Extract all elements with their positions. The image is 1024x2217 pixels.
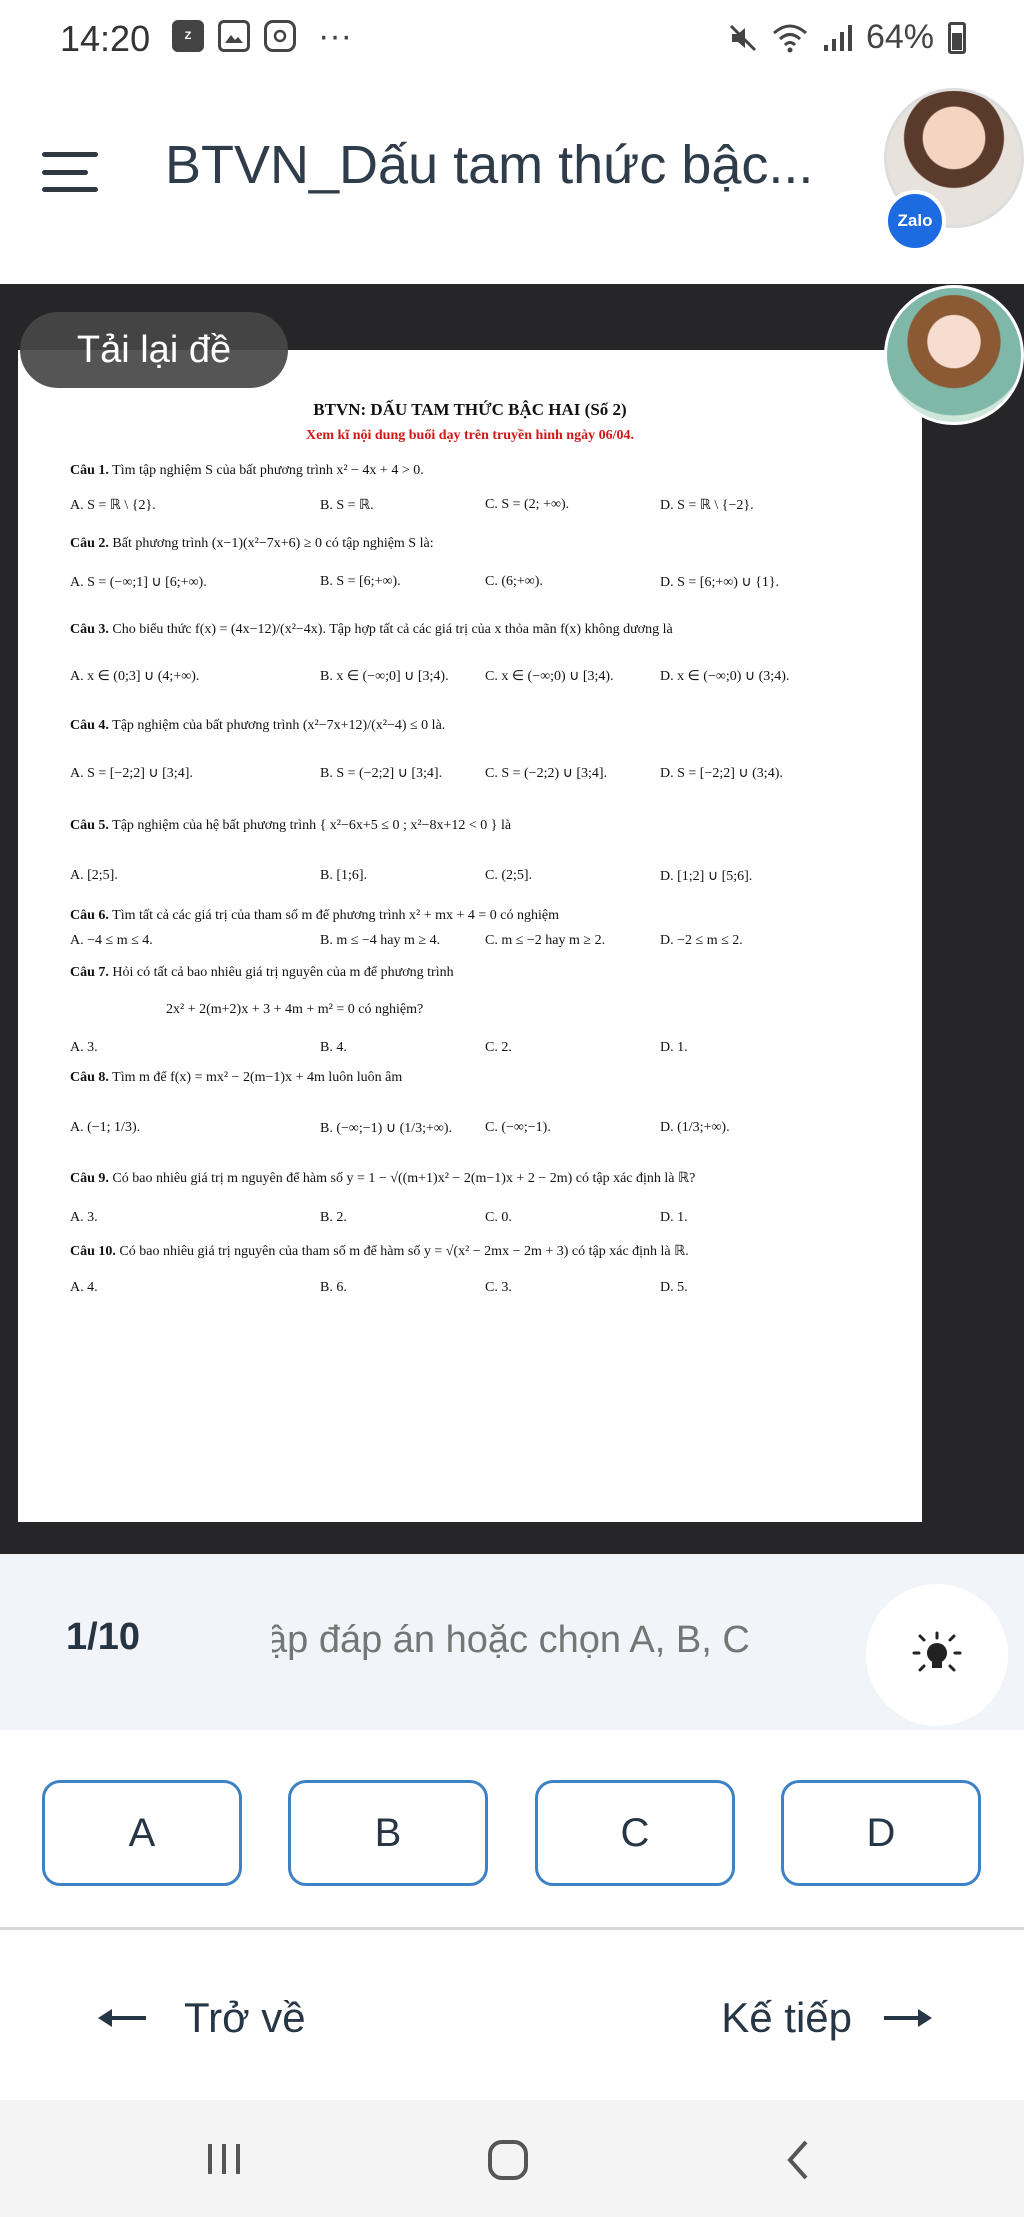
hint-button[interactable] [866, 1584, 1008, 1726]
option-b: B. S = [6;+∞). [320, 574, 401, 589]
option-c: C. 3. [485, 1280, 512, 1295]
option-a: A. −4 ≤ m ≤ 4. [70, 933, 153, 948]
option-c: C. m ≤ −2 hay m ≥ 2. [485, 933, 606, 948]
question-label: Câu 8. [70, 1070, 109, 1085]
question-1 [70, 463, 892, 479]
choice-d-button[interactable]: D [781, 1780, 981, 1886]
option-b: B. m ≤ −4 hay m ≥ 4. [320, 933, 441, 948]
exam-document [18, 350, 922, 1522]
zalo-icon: Z [172, 20, 204, 52]
question-9 [70, 1170, 892, 1187]
question-5 [70, 818, 892, 834]
answer-input[interactable] [272, 1610, 817, 1670]
question-10 [70, 1243, 892, 1260]
option-b: B. 6. [320, 1280, 347, 1295]
option-a: A. S = ℝ \ {2}. [70, 498, 156, 513]
option-c: C. (−∞;−1). [485, 1120, 551, 1135]
system-navigation-bar [0, 2100, 1024, 2217]
option-d: D. 5. [660, 1280, 688, 1295]
question-text: Bất phương trình (x−1)(x²−7x+6) ≥ 0 có tập nghiệm S là: [108, 536, 434, 551]
option-c: C. S = (−2;2) ∪ [3;4]. [485, 766, 608, 781]
option-d: D. (1/3;+∞). [660, 1120, 730, 1135]
page-title: BTVN_Dấu tam thức bậc... [165, 135, 814, 195]
battery-icon [948, 22, 966, 54]
option-a: A. S = (−∞;1] ∪ [6;+∞). [70, 575, 207, 590]
recent-apps-icon[interactable] [204, 2138, 244, 2178]
reload-exam-button[interactable]: Tải lại đề [20, 312, 288, 388]
option-b: B. [1;6]. [320, 868, 368, 883]
option-b: B. (−∞;−1) ∪ (1/3;+∞). [320, 1121, 453, 1136]
back-button[interactable] [96, 1994, 306, 2042]
wifi-icon [772, 23, 808, 53]
option-a: A. 3. [70, 1040, 98, 1055]
document-subtitle: Xem kĩ nội dung buổi dạy trên truyền hình ngày 06/04. [306, 428, 634, 443]
question-text: Tìm m để f(x) = mx² − 2(m−1)x + 4m luôn luôn âm [108, 1070, 403, 1085]
option-a: A. 3. [70, 1210, 98, 1225]
question-counter: 1/10 [66, 1616, 140, 1658]
answer-bar [0, 1554, 1024, 1730]
question-label: Câu 5. [70, 818, 109, 833]
question-8 [70, 1070, 892, 1086]
next-button[interactable] [721, 1994, 934, 2042]
choice-buttons [0, 1730, 1024, 1930]
zalo-badge: Zalo [884, 190, 946, 252]
question-text: Có bao nhiêu giá trị m nguyên để hàm số y = 1 − √((m+1)x² − 2(m−1)x + 2 − 2m) có tập xác định là ℝ? [108, 1171, 696, 1186]
arrow-right-icon [882, 2006, 934, 2030]
option-b: B. S = ℝ. [320, 498, 374, 513]
question-7-equation: 2x² + 2(m+2)x + 3 + 4m + m² = 0 có nghiệm? [166, 1002, 424, 1017]
question-6 [70, 908, 892, 924]
option-c: C. 2. [485, 1040, 512, 1055]
option-c: C. (6;+∞). [485, 574, 543, 589]
question-label: Câu 4. [70, 718, 109, 733]
question-label: Câu 2. [70, 536, 109, 551]
option-a: A. (−1; 1/3). [70, 1120, 141, 1135]
question-text: Tìm tập nghiệm S của bất phương trình x² − 4x + 4 > 0. [108, 463, 424, 478]
choice-a-button[interactable]: A [42, 1780, 242, 1886]
status-bar [0, 0, 1024, 78]
question-2 [70, 536, 892, 552]
option-a: A. 4. [70, 1280, 98, 1295]
option-d: D. S = [6;+∞) ∪ {1}. [660, 575, 780, 590]
home-icon[interactable] [486, 2138, 530, 2182]
document-title: BTVN: DẤU TAM THỨC BẬC HAI (Số 2) [313, 400, 627, 419]
option-d: D. [1;2] ∪ [5;6]. [660, 869, 753, 884]
question-label: Câu 7. [70, 965, 109, 980]
question-text: Tập nghiệm của hệ bất phương trình { x²−6x+5 ≤ 0 ; x²−8x+12 < 0 } là [108, 818, 512, 833]
question-label: Câu 3. [70, 622, 109, 637]
question-navigation [0, 1934, 1024, 2100]
instagram-icon [264, 20, 296, 52]
back-label: Trở về [184, 1994, 306, 2041]
option-b: B. 4. [320, 1040, 347, 1055]
option-d: D. S = [−2;2] ∪ (3;4). [660, 766, 783, 781]
question-3 [70, 622, 892, 638]
option-d: D. S = ℝ \ {−2}. [660, 498, 754, 513]
lightbulb-icon [911, 1629, 963, 1681]
signal-icon [822, 23, 852, 53]
question-text: Tập nghiệm của bất phương trình (x²−7x+12)/(x²−4) ≤ 0 là. [108, 718, 446, 733]
arrow-left-icon [96, 2006, 148, 2030]
option-a: A. S = [−2;2] ∪ [3;4]. [70, 766, 193, 781]
option-a: A. [2;5]. [70, 868, 118, 883]
question-label: Câu 1. [70, 463, 109, 478]
menu-icon[interactable] [42, 152, 98, 192]
question-text: Hỏi có tất cả bao nhiêu giá trị nguyên của m để phương trình [108, 965, 454, 980]
option-a: A. x ∈ (0;3] ∪ (4;+∞). [70, 669, 200, 684]
option-d: D. x ∈ (−∞;0) ∪ (3;4). [660, 669, 790, 684]
option-b: B. S = (−2;2] ∪ [3;4]. [320, 766, 443, 781]
question-7 [70, 965, 892, 981]
option-c: C. 0. [485, 1210, 512, 1225]
question-text: Cho biểu thức f(x) = (4x−12)/(x²−4x). Tập hợp tất cả các giá trị của x thỏa mãn f(x) không dương là [108, 622, 673, 637]
question-4 [70, 718, 892, 734]
notification-icons [172, 17, 352, 55]
option-d: D. 1. [660, 1210, 688, 1225]
floating-chat-head[interactable] [884, 285, 1024, 425]
option-c: C. x ∈ (−∞;0) ∪ [3;4). [485, 669, 614, 684]
status-right [728, 18, 966, 57]
next-label: Kế tiếp [721, 1994, 852, 2041]
question-label: Câu 10. [70, 1244, 116, 1259]
image-icon [218, 20, 250, 52]
option-b: B. x ∈ (−∞;0] ∪ [3;4). [320, 669, 449, 684]
battery-percent: 64% [865, 18, 934, 56]
status-time: 14:20 [60, 18, 151, 59]
option-b: B. 2. [320, 1210, 347, 1225]
choice-c-button[interactable]: C [535, 1780, 735, 1886]
question-text: Có bao nhiêu giá trị nguyên của tham số m để hàm số y = √(x² − 2mx − 2m + 3) có tập xác định là ℝ. [115, 1244, 689, 1259]
question-text: Tìm tất cả các giá trị của tham số m để phương trình x² + mx + 4 = 0 có nghiệm [108, 908, 559, 923]
question-label: Câu 6. [70, 908, 109, 923]
app-header [0, 78, 1024, 284]
mute-icon [728, 23, 758, 53]
back-nav-icon[interactable] [778, 2138, 818, 2182]
option-c: C. (2;5]. [485, 868, 533, 883]
question-label: Câu 9. [70, 1171, 109, 1186]
option-c: C. S = (2; +∞). [485, 497, 570, 512]
more-notifications-icon: ··· [318, 17, 352, 55]
option-d: D. −2 ≤ m ≤ 2. [660, 933, 743, 948]
option-d: D. 1. [660, 1040, 688, 1055]
choice-b-button[interactable]: B [288, 1780, 488, 1886]
